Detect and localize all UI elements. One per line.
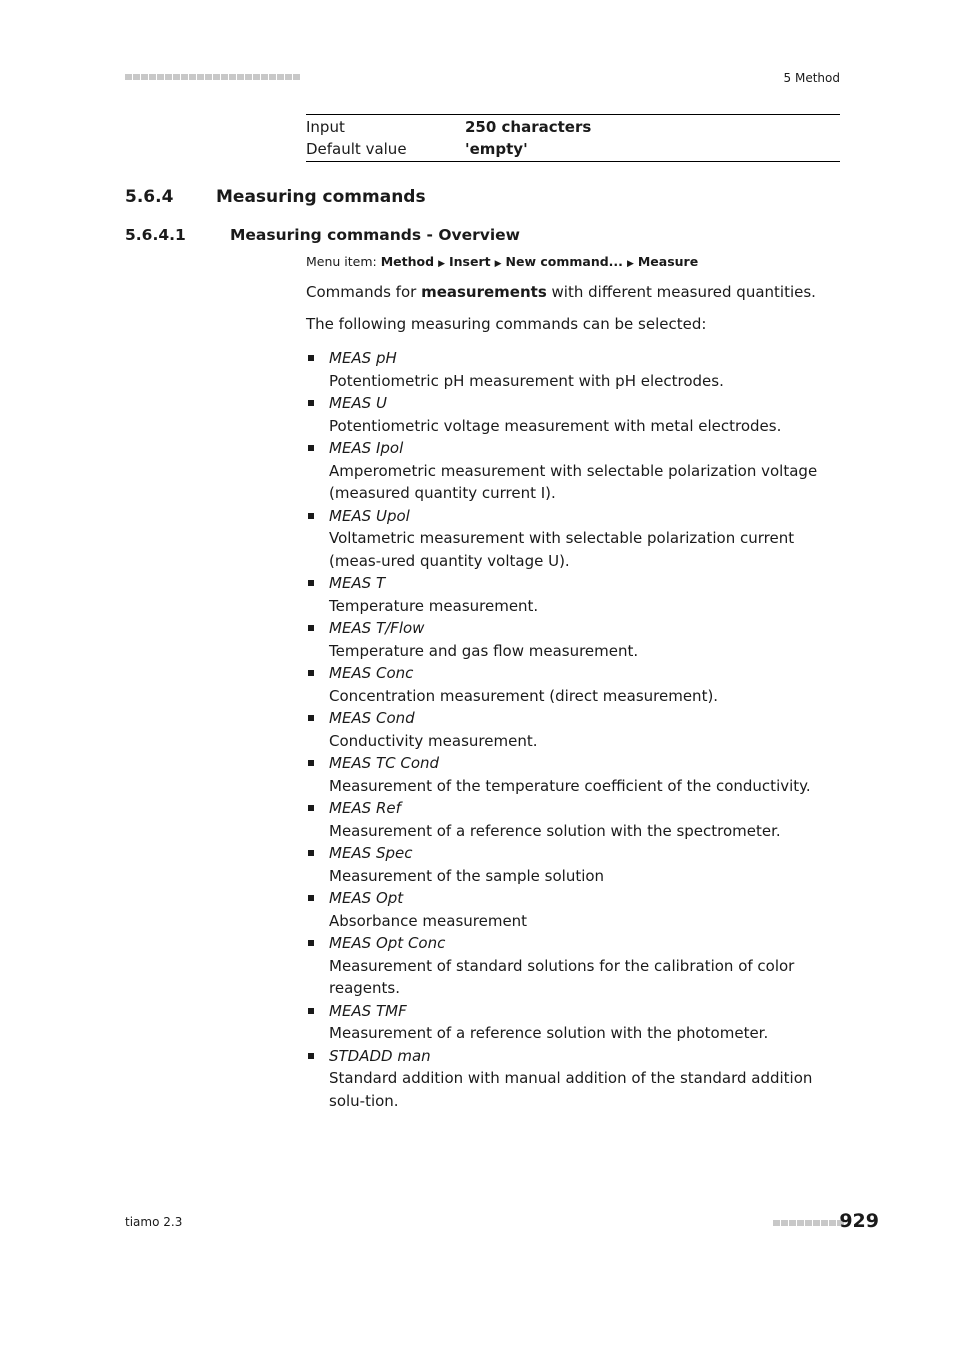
command-name: MEAS T [329,574,386,592]
command-name: MEAS pH [329,349,397,367]
footer-product: tiamo 2.3 [125,1215,183,1229]
list-item [306,932,840,1000]
command-name: MEAS Opt [329,889,404,907]
list-item [306,347,840,392]
command-name: MEAS Conc [329,664,414,682]
bullet-icon [308,355,314,361]
command-description: Conductivity measurement. [329,731,538,750]
command-name: MEAS U [329,394,387,412]
command-name: MEAS TC Cond [329,754,440,772]
command-list [306,347,840,1112]
bullet-icon [308,850,314,856]
subsection-number: 5.6.4.1 [125,226,186,244]
command-name: STDADD man [329,1046,431,1065]
intro-text: Commands for [306,283,422,301]
bullet-icon [308,445,314,451]
command-description: Measurement of the sample solution [329,866,605,885]
bullet-icon [308,670,314,676]
subsection-title: Measuring commands - Overview [230,226,521,244]
subsection-heading [125,226,520,244]
command-description: Measurement of a reference solution with the spectrometer. [329,821,781,840]
list-item [306,707,840,752]
command-description: Measurement of standard solutions for the calibration of color reagents. [329,956,795,997]
lead-paragraph: The following measuring commands can be selected: [306,315,707,333]
list-item [306,662,840,707]
bullet-icon [308,400,314,406]
command-description: Measurement of the temperature coefficient of the conductivity. [329,776,811,795]
command-description: Standard addition with manual addition of the standard addition solu-tion. [329,1069,813,1110]
bullet-icon [308,513,314,519]
command-description: Concentration measurement (direct measurement). [329,686,719,705]
command-name: MEAS Ref [329,799,401,817]
parameter-key: Input [306,118,345,136]
command-name: MEAS Upol [329,506,410,525]
bullet-icon [308,760,314,766]
list-item [306,505,840,573]
bullet-icon [308,940,314,946]
command-description: Amperometric measurement with selectable polarization voltage (measured quantity current I). [329,461,818,502]
header-decoration [125,74,300,80]
menu-path-item: Insert [448,254,491,269]
bullet-icon [308,895,314,901]
intro-paragraph [306,283,816,301]
parameter-key: Default value [306,140,407,158]
menu-path-item: Method [380,254,435,269]
command-name: MEAS TMF [329,1001,407,1020]
parameter-row [306,138,840,160]
menu-path [306,254,698,269]
command-name: MEAS T/Flow [329,619,425,637]
command-description: Measurement of a reference solution with the photometer. [329,1024,769,1042]
bullet-icon [308,625,314,631]
list-item [306,617,840,662]
page-number: 929 [839,1210,879,1232]
menu-path-prefix: Menu item: [306,254,377,269]
list-item [306,1045,840,1113]
menu-path-item: New command... [505,254,623,269]
list-item [306,887,840,932]
arrow-right-icon: ▶ [626,259,634,269]
arrow-right-icon: ▶ [438,259,445,269]
section-number: 5.6.4 [125,187,174,207]
parameter-table [306,114,840,162]
intro-emphasis: measurements [421,283,547,301]
list-item [306,437,840,505]
command-description: Voltametric measurement with selectable polarization current (meas-ured quantity voltage U). [329,529,795,570]
section-heading [125,187,426,207]
parameter-row [306,116,840,138]
bullet-icon [308,805,314,811]
parameter-value: 'empty' [465,140,528,158]
command-description: Potentiometric pH measurement with pH electrodes. [329,371,724,390]
section-title: Measuring commands [216,187,426,207]
command-name: MEAS Cond [329,709,415,727]
bullet-icon [308,580,314,586]
command-name: MEAS Ipol [329,439,404,457]
list-item [306,572,840,617]
list-item [306,392,840,437]
parameter-value: 250 characters [465,118,592,136]
intro-text: with different measured quantities. [546,283,816,301]
command-description: Potentiometric voltage measurement with metal electrodes. [329,416,782,435]
command-description: Temperature measurement. [329,596,539,615]
list-item [306,752,840,797]
command-name: MEAS Spec [329,844,413,862]
command-description: Temperature and gas flow measurement. [329,641,639,660]
list-item [306,1000,840,1045]
command-description: Absorbance measurement [329,911,528,930]
command-name: MEAS Opt Conc [329,934,446,952]
arrow-right-icon: ▶ [494,259,502,269]
bullet-icon [308,715,314,721]
list-item [306,842,840,887]
bullet-icon [308,1053,314,1059]
list-item [306,797,840,842]
bullet-icon [308,1008,314,1014]
menu-path-item: Measure [637,254,699,269]
header-chapter: 5 Method [783,71,840,85]
footer-decoration [773,1220,844,1226]
